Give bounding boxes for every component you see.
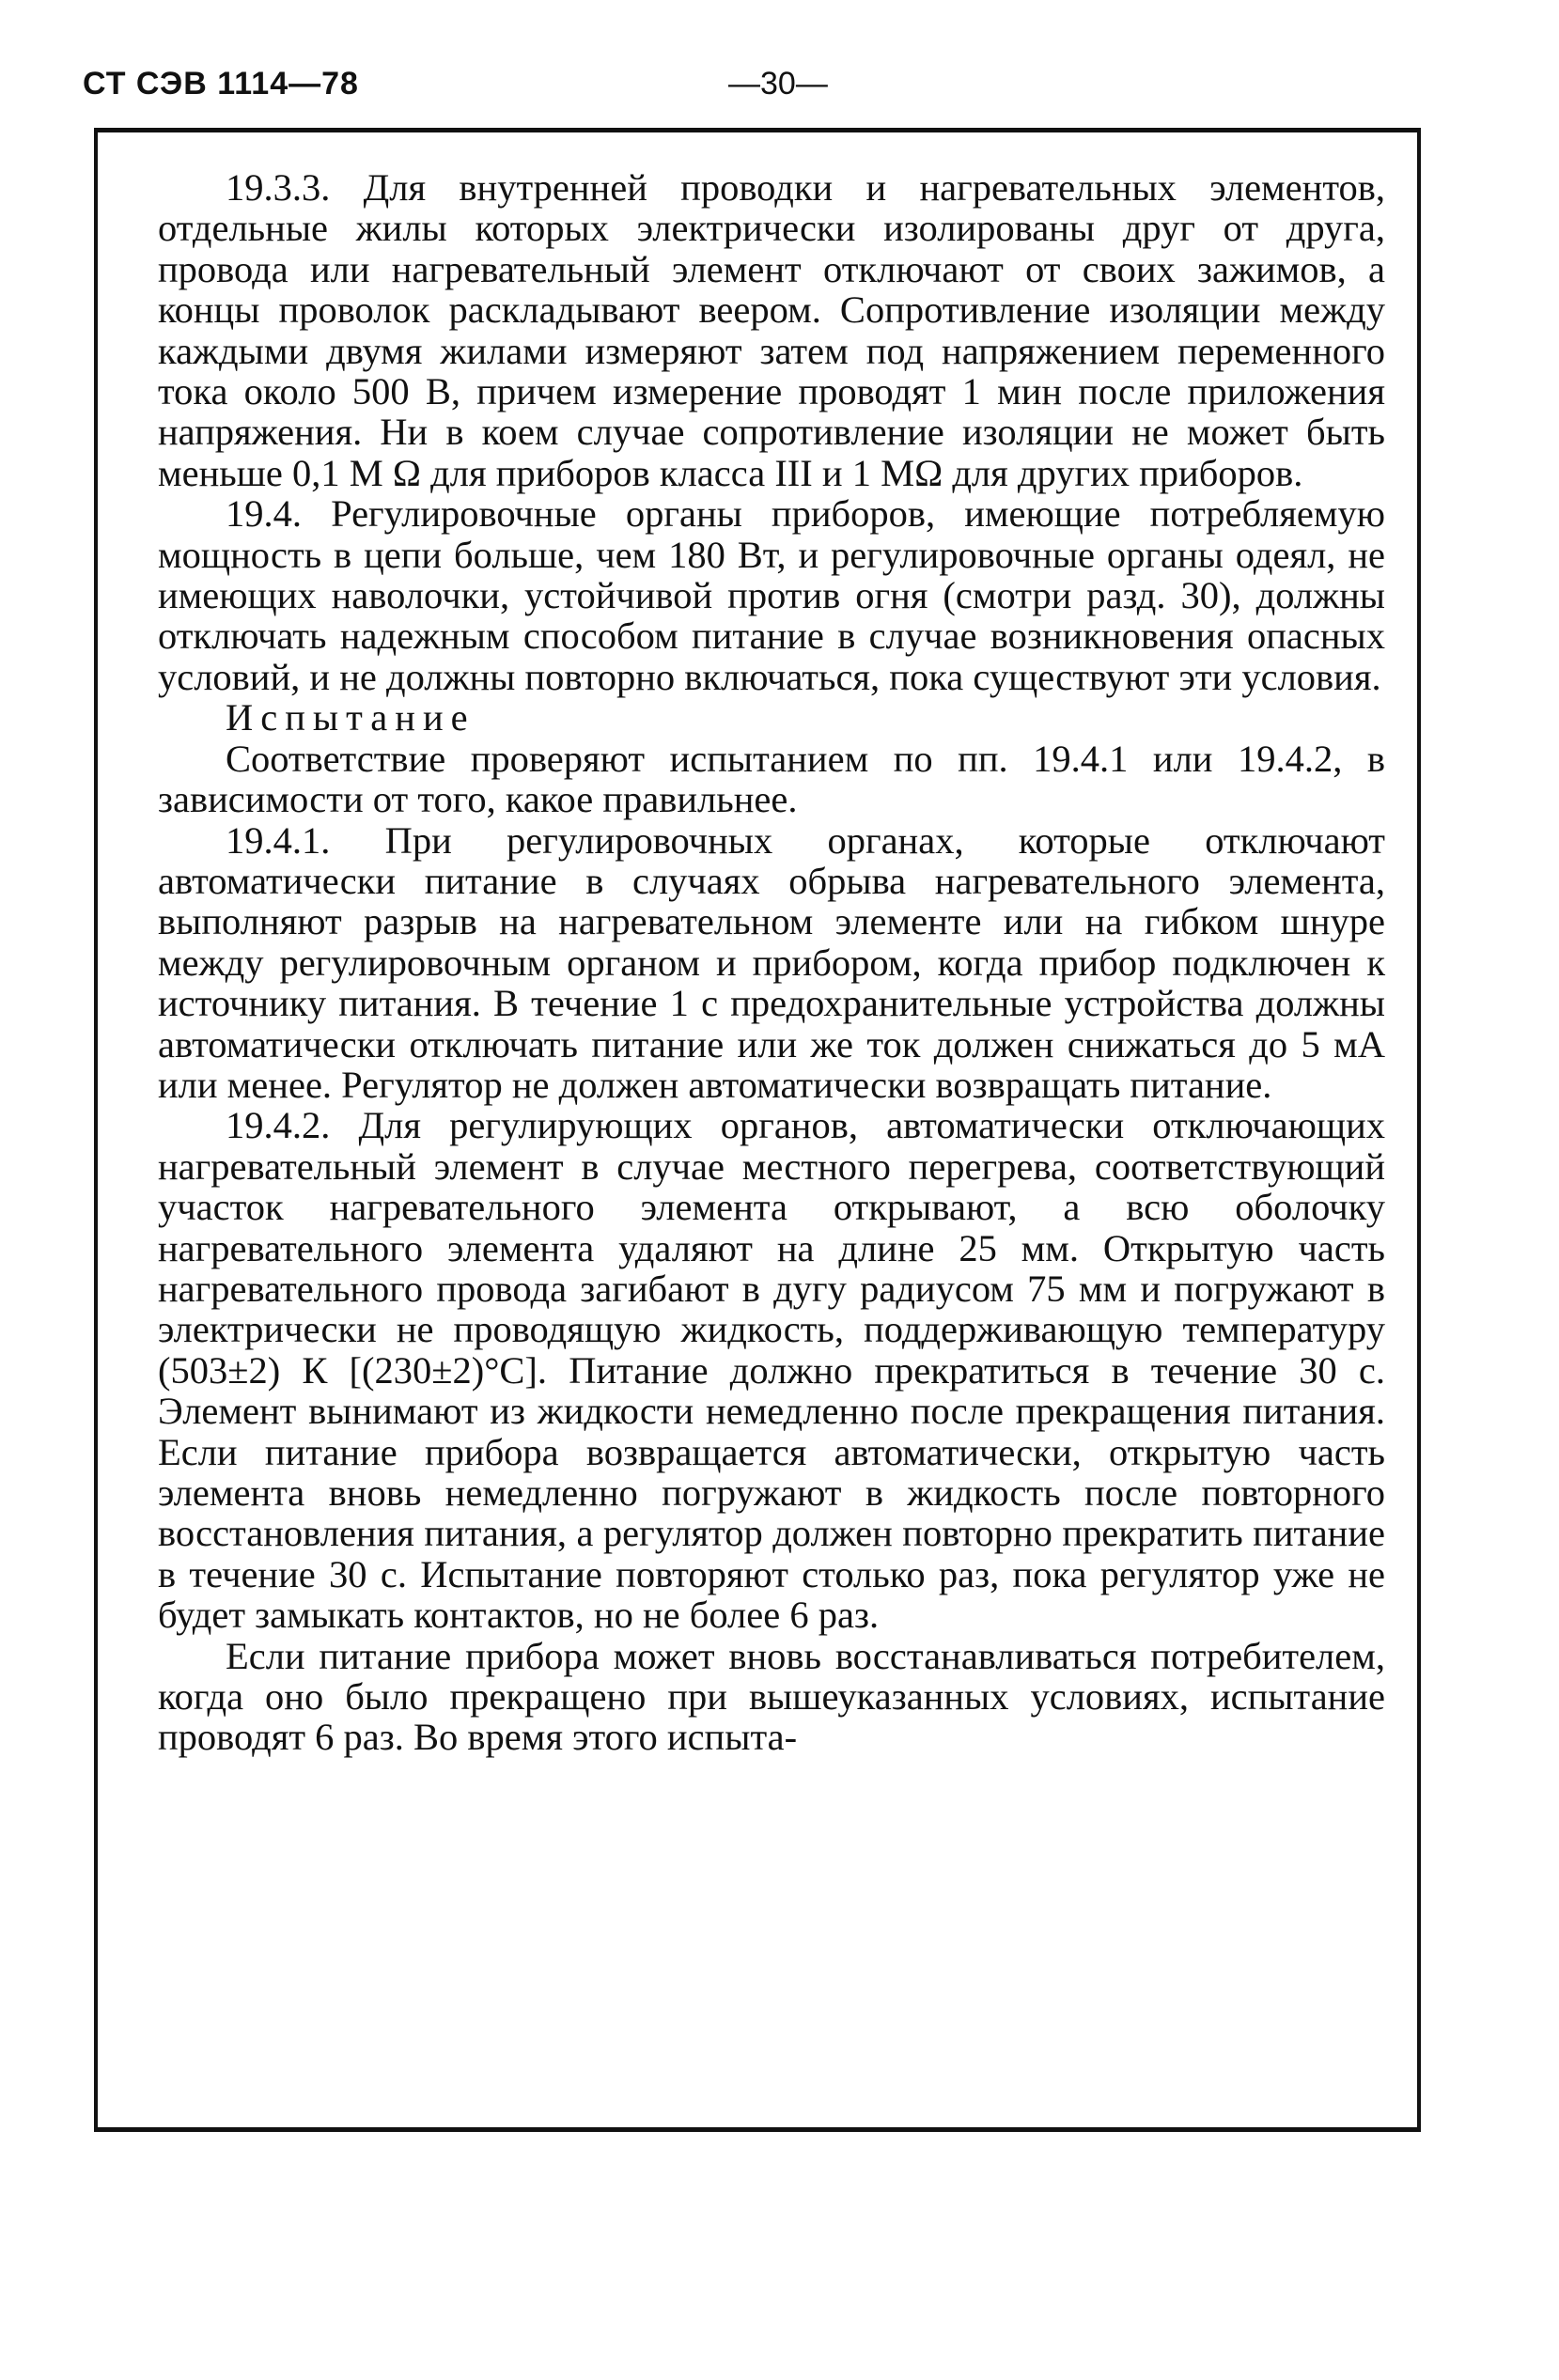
document-body <box>158 167 1385 1758</box>
paragraph-19-3-3: 19.3.3. Для внутренней проводки и нагревательных элементов, отдельные жилы которых электрически изолированы друг от друга, провода или нагревательный элемент отключают от своих зажимов, а концы проволок раскладывают веером. Сопротивление изоляции между каждыми двумя жилами измеряют затем под напряжением переменного тока около 500 В, причем измерение проводят 1 мин после приложения напряжения. Ни в коем случае сопротивление изоляции не может быть меньше 0,1 M Ω для приборов класса III и 1 MΩ для других приборов. <box>158 166 1385 494</box>
frame-top-rule <box>94 128 1421 132</box>
frame-left-rule <box>94 128 98 2131</box>
page-number: —30— <box>728 66 828 101</box>
standard-code: СТ СЭВ 1114—78 <box>83 66 359 101</box>
frame-bottom-rule <box>94 2127 1421 2132</box>
paragraph-compliance: Соответствие проверяют испытанием по пп. 19.4.1 или 19.4.2, в зависимости от того, какое правильнее. <box>158 737 1385 821</box>
frame-right-rule <box>1417 128 1421 2131</box>
paragraph-19-4: 19.4. Регулировочные органы приборов, имеющие потребляемую мощность в цепи больше, чем 180 Вт, и регулировочные органы одеял, не имеющих наволочки, устойчивой против огня (смотри разд. 30), должны отключать надежным способом питание в случае возникновения опасных условий, и не должны повторно включаться, пока существуют эти условия. <box>158 492 1385 698</box>
paragraph-repeat-test: Если питание прибора может вновь восстанавливаться потребителем, когда оно было прекращено при вышеуказанных условиях, испытание проводят 6 раз. Во время этого испыта- <box>158 1634 1385 1759</box>
paragraph-19-4-2: 19.4.2. Для регулирующих органов, автоматически отключающих нагревательный элемент в случае местного перегрева, соответствующий участок нагревательного элемента открывают, а всю оболочку нагревательного элемента удаляют на длине 25 мм. Открытую часть нагревательного провода загибают в дугу радиусом 75 мм и погружают в электрически не проводящую жидкость, поддерживающую температуру (503±2) К [(230±2)°С]. Питание должно прекратиться в течение 30 с. Элемент вынимают из жидкости немедленно после прекращения питания. Если питание прибора возвращается автоматически, открытую часть элемента вновь немедленно погружают в жидкость после повторного восстановления питания, а регулятор должен повторно прекратить питание в течение 30 с. Испытание повторяют столько раз, пока регулятор уже не будет замыкать контактов, но не более 6 раз. <box>158 1104 1385 1637</box>
paragraph-19-4-1: 19.4.1. При регулировочных органах, которые отключают автоматически питание в случаях обрыва нагревательного элемента, выполняют разрыв на нагревательном элементе или на гибком шнуре между регулировочным органом и прибором, когда прибор подключен к источнику питания. В течение 1 с предохранительные устройства должны автоматически отключать питание или же ток должен снижаться до 5 мА или менее. Регулятор не должен автоматически возвращать питание. <box>158 818 1385 1106</box>
page-header <box>83 66 1417 113</box>
test-heading: Испытание <box>226 696 475 739</box>
